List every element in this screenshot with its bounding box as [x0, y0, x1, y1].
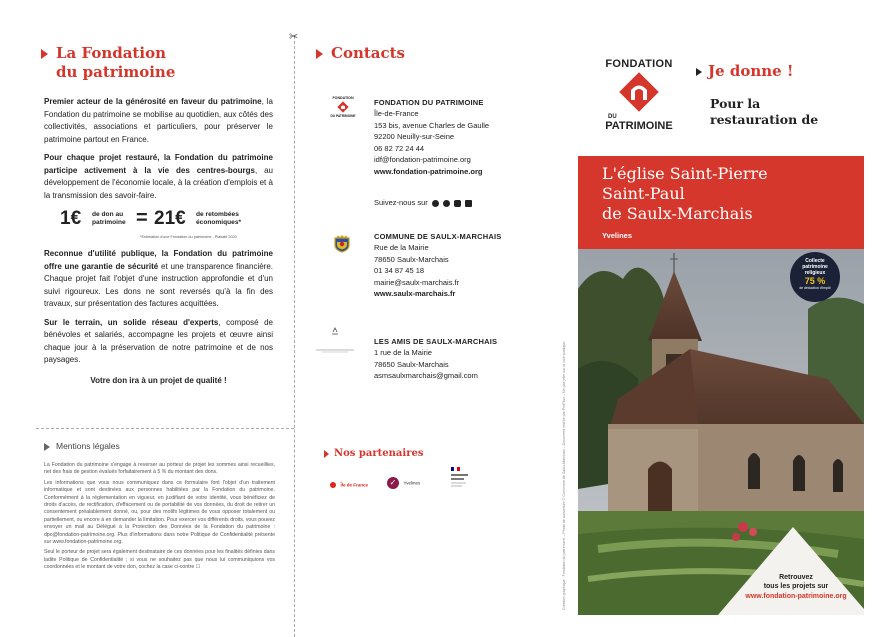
paragraph-1: Premier acteur de la générosité en faveur du patrimoine, la Fondation du patrimoine se mobilise au quotidien, aux côtés des collectivités, associations et particuliers, pour préserver le patrimoine partout en France.	[44, 97, 274, 144]
fondation-heading: La Fondation du patrimoine	[41, 44, 175, 82]
left-panel	[0, 0, 294, 637]
stat-block	[44, 208, 273, 244]
partner-idf-mark-icon	[330, 482, 336, 488]
cut-line-horizontal	[36, 428, 294, 429]
contact-amis-line: 78650 Saulx-Marchais	[374, 359, 449, 369]
logo-diamond-icon	[616, 70, 662, 114]
paragraph-4: Sur le terrain, un solide réseau d'experts, composé de bénévoles et salariés, accompagne les projets et œuvre ainsi chaque jour à la préservation de notre patrimoine et de nos paysages.	[44, 317, 273, 364]
contact-amis	[374, 336, 564, 382]
contact-fondation	[374, 97, 564, 178]
contact-fondation-line: 153 bis, avenue Charles de Gaulle	[374, 120, 490, 130]
church-photo	[578, 249, 864, 615]
partners-heading: Nos partenaires	[324, 448, 423, 459]
closing-line: Votre don ira à un projet de qualité !	[90, 375, 227, 385]
twitter-icon[interactable]	[454, 200, 461, 207]
heading-arrow-icon	[41, 49, 48, 59]
legal-paragraph-1: La Fondation du patrimoine s'engage à reverser au porteur de projet les sommes ainsi recueillies, net des frais de gestion évalués forfaitairement à 5 % du montant des dons.	[44, 462, 275, 476]
legal-text	[44, 462, 275, 575]
donate-heading: Je donne !	[696, 62, 794, 80]
legal-paragraph-3: Seul le porteur de projet sera également destinataire de ces données pour les finalités définies dans ladite Politique de Confidentialité ; si vous ne souhaitez pas que nous lui communiquions vos coordonnées et le montant de votre don, cochez la case ci-contre ☐	[44, 549, 275, 571]
stat-left-value: 1€	[60, 208, 82, 229]
region-label: Yvelines	[602, 231, 633, 240]
contact-commune-line: Rue de la Mairie	[374, 243, 429, 252]
contact-fondation-web[interactable]: www.fondation-patrimoine.org	[374, 166, 483, 176]
instagram-icon[interactable]	[443, 200, 450, 207]
contacts-arrow-icon	[316, 49, 323, 59]
collecte-badge: Collecte patrimoine religieux 75 % de déduction d'impôt	[790, 252, 840, 302]
contact-commune	[374, 231, 564, 300]
stat-note: *Estimation d'une Fondation du patrimoine - Plakatif 2020	[140, 235, 237, 239]
title-band	[578, 156, 864, 249]
stat-right-value: 21€	[154, 208, 186, 229]
right-panel	[562, 0, 884, 637]
social-row: Suivez-nous sur	[374, 198, 472, 207]
contact-commune-line: 78650 Saulx-Marchais	[374, 254, 449, 264]
church-title: L'église Saint-Pierre Saint-Paul de Saulx-Marchais	[602, 164, 768, 223]
partner-idf-logo: Île de France	[330, 476, 376, 490]
scissors-icon: ✂	[289, 31, 299, 43]
stat-left-text: de don au patrimoine	[92, 211, 126, 226]
fdp-small-logo-mark	[337, 101, 349, 113]
contact-fondation-line: 92200 Neuilly-sur-Seine	[374, 132, 455, 142]
partners-arrow-icon	[324, 450, 329, 458]
logo-top-text: FONDATION	[605, 58, 673, 70]
side-credit: Création graphique : Fondation du patrimoine – Photo de couverture © Commune de Saulx-Marchais – Document réalisé par ProFilux – Ne pas jeter sur la voie publique	[562, 341, 566, 610]
logo-bottom-text: PATRIMOINE	[605, 120, 673, 132]
contact-fondation-line: Île-de-France	[374, 109, 419, 118]
bottom-triangle	[578, 249, 864, 615]
contact-commune-line: 01 34 87 45 18	[374, 266, 425, 276]
middle-panel	[300, 0, 570, 637]
stat-right-text: de retombées économiques*	[196, 211, 242, 226]
paragraph-2: Pour chaque projet restauré, la Fondation du patrimoine participe activement à la vie des centres-bourgs, au développement de l'économie locale, à la création d'emplois et à la transmission des savoir-faire.	[44, 153, 273, 200]
partner-republique-logo	[450, 466, 472, 490]
amis-logo-icon	[312, 326, 358, 354]
contact-fondation-line: 06 82 72 24 44	[374, 143, 425, 153]
logo-du-text: DU	[608, 114, 617, 120]
fold-line	[294, 36, 295, 637]
contact-amis-line: 1 rue de la Mairie	[374, 348, 432, 357]
legal-arrow-icon	[44, 443, 50, 451]
facebook-icon[interactable]	[432, 200, 439, 207]
find-projects-link[interactable]: www.fondation-patrimoine.org	[745, 593, 847, 600]
contact-commune-email[interactable]: mairie@saulx-marchais.fr	[374, 277, 460, 287]
linkedin-icon[interactable]	[465, 200, 472, 207]
contact-fondation-email[interactable]: idf@fondation-patrimoine.org	[374, 155, 471, 165]
paragraph-3: Reconnue d'utilité publique, la Fondation du patrimoine offre une garantie de sécurité et une transparence financière. Chaque projet fait l'objet d'une instruction approfondie et d'un suivi rigoureux. Les dons ne sont reversés qu'à la fin des travaux, sur présentation des factures acquittées.	[44, 249, 274, 308]
partner-yvelines-logo: ✓ Yvelines	[387, 474, 437, 488]
donate-subtitle: Pour la restauration de	[710, 96, 819, 127]
contact-fondation-title: FONDATION DU PATRIMOINE	[374, 98, 484, 107]
contact-amis-title: LES AMIS DE SAULX-MARCHAIS	[374, 337, 498, 346]
donate-arrow-icon	[696, 68, 702, 76]
find-projects: Retrouvez tous les projets sur www.fondation-patrimoine.org	[728, 573, 864, 603]
contacts-heading: Contacts	[316, 44, 405, 63]
fdp-small-logo: FONDATION DU PATRIMOINE	[330, 96, 356, 118]
fondation-logo	[600, 58, 678, 132]
saulx-coat-of-arms-icon	[332, 234, 352, 254]
legal-paragraph-2: Les informations que vous nous communiquez dans ce formulaire font l'objet d'un traitement informatique et sont destinées aux personnes habilitées par la Fondation du patrimoine. Conformément à la réglementation en vigueur, en justifiant de votre identité, vous bénéficiez de droits d'accès, de rectification, d'effacement ou de portabilité de vos données, du droit de retirer un consentement préalablement donné, ou, pour des motifs légitimes de vous opposer totalement ou partiellement, ou encore à en demander la limitation. Pour exercer vos différents droits, vous pouvez envoyer un mail au Délégué à la Protection des Données de la Fondation du patrimoine : dpo@fondation-patrimoine.org. Plus d'informations dans notre Politique de Confidentialité présente sur www.fondation-patrimoine.org.	[44, 479, 275, 546]
partner-yvelines-mark-icon: ✓	[387, 477, 399, 489]
fondation-text	[44, 96, 273, 393]
stat-equals: =	[136, 207, 148, 229]
contact-commune-web[interactable]: www.saulx-marchais.fr	[374, 289, 456, 299]
legal-title: Mentions légales	[44, 441, 120, 451]
contact-amis-email[interactable]: asmsaulxmarchais@gmail.com	[374, 371, 478, 381]
contact-commune-title: COMMUNE DE SAULX-MARCHAIS	[374, 232, 502, 241]
